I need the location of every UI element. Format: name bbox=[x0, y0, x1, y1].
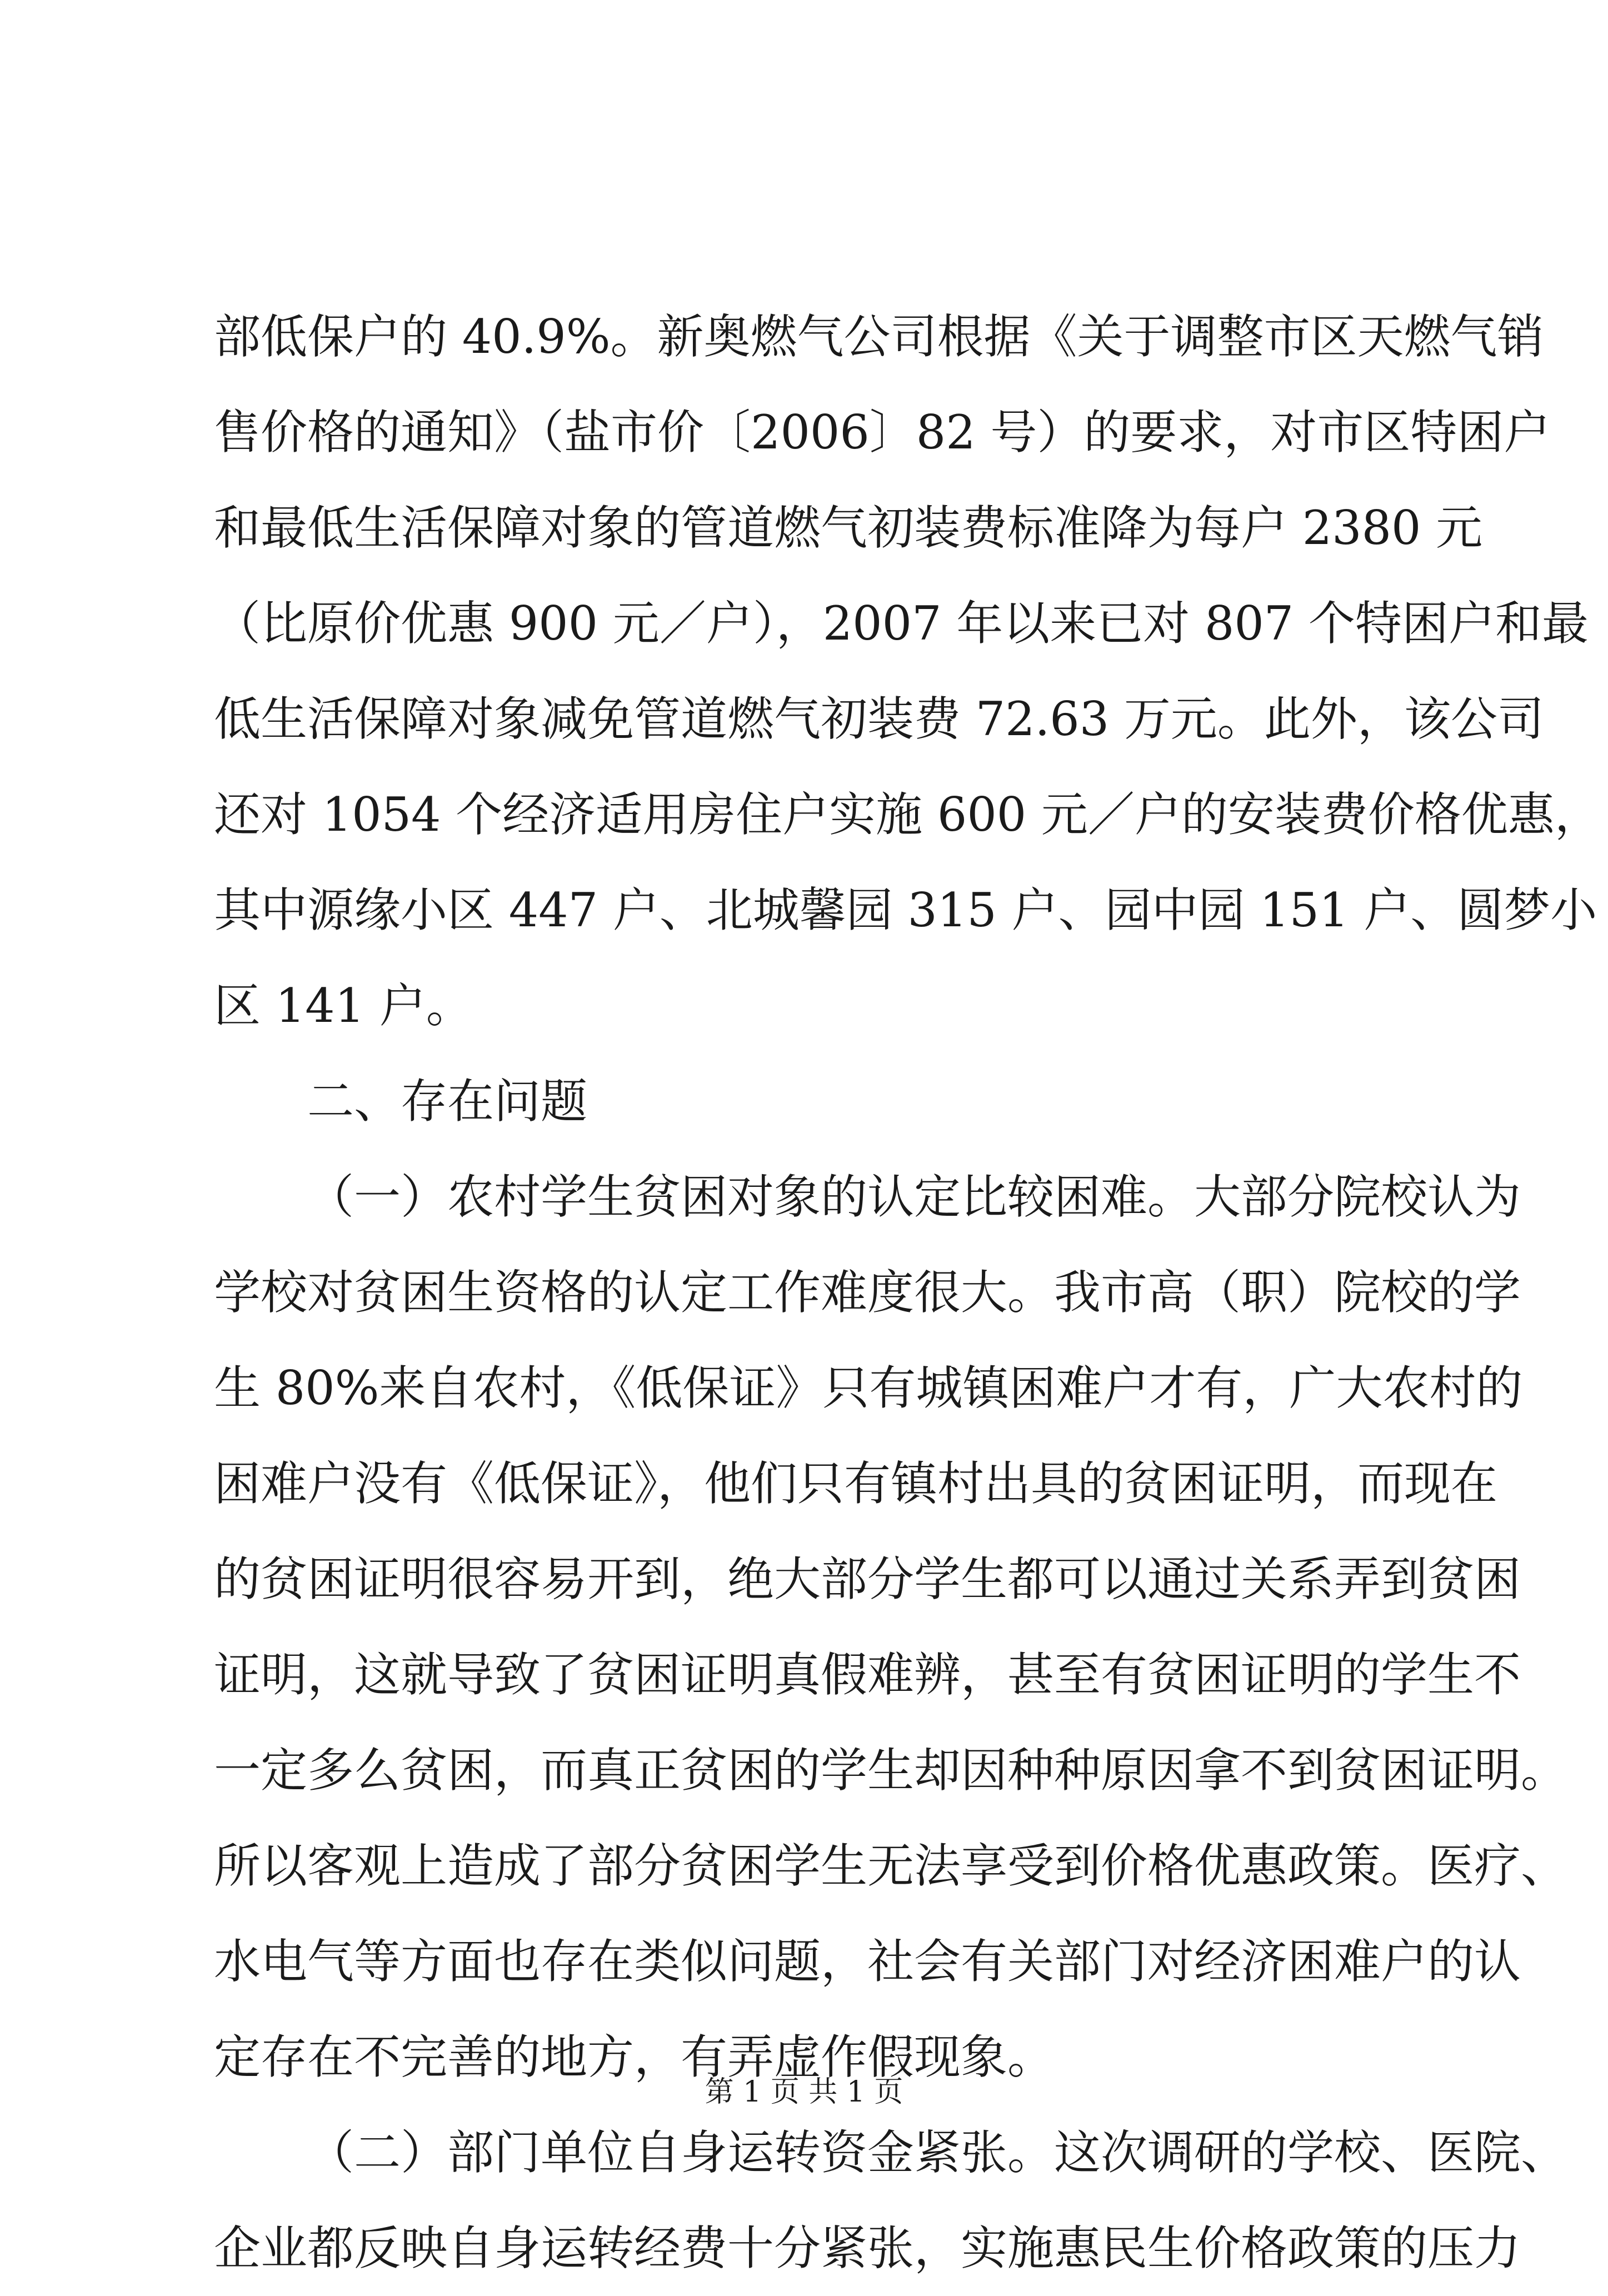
paragraph-line: （比原价优惠 900 元／户），2007 年以来已对 807 个特困户和最 bbox=[214, 596, 1589, 651]
section-heading: 二、存在问题 bbox=[307, 1074, 588, 1129]
paragraph-line: （二）部门单位自身运转资金紧张。这次调研的学校、医院、 bbox=[307, 2125, 1568, 2180]
paragraph-line: 一定多么贫困，而真正贫困的学生却因种种原因拿不到贫困证明。 bbox=[214, 1743, 1568, 1798]
paragraph-line: 售价格的通知》（盐市价〔2006〕82 号）的要求，对市区特困户 bbox=[214, 405, 1551, 460]
paragraph-line: 部低保户的 40.9%。新奥燃气公司根据《关于调整市区天燃气销 bbox=[214, 310, 1544, 364]
paragraph-line: 困难户没有《低保证》，他们只有镇村出具的贫困证明，而现在 bbox=[214, 1456, 1498, 1511]
page-footer: 第 1 页 共 1 页 bbox=[705, 2075, 903, 2109]
paragraph-line: 低生活保障对象减免管道燃气初装费 72.63 万元。此外，该公司 bbox=[214, 692, 1544, 746]
paragraph-line: 企业都反映自身运转经费十分紧张，实施惠民生价格政策的压力 bbox=[214, 2221, 1521, 2275]
paragraph-line: 和最低生活保障对象的管道燃气初装费标准降为每户 2380 元 bbox=[214, 501, 1483, 555]
paragraph-line: 定存在不完善的地方，有弄虚作假现象。 bbox=[214, 2030, 1055, 2084]
paragraph-line: （一）农村学生贫困对象的认定比较困难。大部分院校认为 bbox=[307, 1170, 1521, 1224]
paragraph-line: 的贫困证明很容易开到，绝大部分学生都可以通过关系弄到贫困 bbox=[214, 1552, 1521, 1606]
paragraph-line: 区 141 户。 bbox=[214, 979, 473, 1033]
paragraph-line: 生 80%来自农村，《低保证》只有城镇困难户才有，广大农村的 bbox=[214, 1361, 1523, 1415]
paragraph-line: 所以客观上造成了部分贫困学生无法享受到价格优惠政策。医疗、 bbox=[214, 1839, 1568, 1893]
body-text bbox=[214, 289, 1601, 2296]
paragraph-line: 还对 1054 个经济适用房住户实施 600 元／户的安装费价格优惠， bbox=[214, 787, 1601, 842]
paragraph-line: 水电气等方面也存在类似问题，社会有关部门对经济困难户的认 bbox=[214, 1934, 1521, 1989]
paragraph-line: 学校对贫困生资格的认定工作难度很大。我市高（职）院校的学 bbox=[214, 1265, 1521, 1320]
paragraph-line: 其中源缘小区 447 户、北城馨园 315 户、园中园 151 户、圆梦小 bbox=[214, 883, 1597, 937]
paragraph-line: 证明，这就导致了贫困证明真假难辨，甚至有贫困证明的学生不 bbox=[214, 1648, 1521, 1702]
